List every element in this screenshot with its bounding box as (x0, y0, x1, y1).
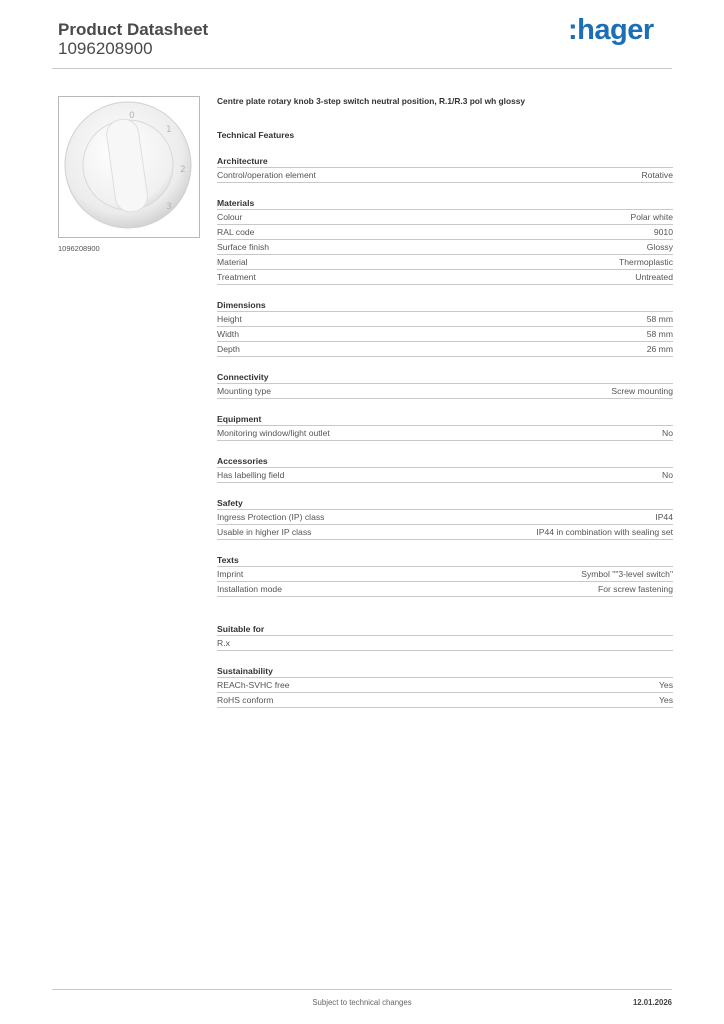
feature-label: Colour (217, 212, 243, 222)
feature-value: 9010 (653, 227, 673, 237)
section-accessories (217, 455, 673, 483)
knob-label: 0 (129, 111, 135, 121)
feature-row (217, 693, 673, 708)
section-heading: Dimensions (217, 299, 673, 312)
feature-label: RAL code (217, 227, 255, 237)
section-suitable-for (217, 623, 673, 651)
section-sustainability (217, 665, 673, 708)
feature-label: Has labelling field (217, 470, 285, 480)
section-heading: Safety (217, 497, 673, 510)
header-divider (52, 68, 672, 69)
section-equipment (217, 413, 673, 441)
section-heading: Texts (217, 554, 673, 567)
feature-row (217, 312, 673, 327)
feature-label: Control/operation element (217, 170, 316, 180)
datasheet-content (217, 95, 673, 708)
section-heading: Materials (217, 197, 673, 210)
feature-value: IP44 (655, 512, 673, 522)
section-architecture (217, 155, 673, 183)
feature-value: Glossy (646, 242, 673, 252)
feature-label: Installation mode (217, 584, 282, 594)
product-image (58, 96, 200, 238)
feature-value: Yes (658, 680, 673, 690)
feature-sections (217, 155, 673, 708)
feature-row (217, 567, 673, 582)
feature-label: Surface finish (217, 242, 270, 252)
feature-row (217, 255, 673, 270)
feature-label: Usable in higher IP class (217, 527, 312, 537)
section-materials (217, 197, 673, 285)
feature-value: 58 mm (646, 314, 673, 324)
feature-value: No (662, 428, 673, 438)
feature-row (217, 678, 673, 693)
feature-label: Height (217, 314, 242, 324)
feature-value: Polar white (630, 212, 673, 222)
section-connectivity (217, 371, 673, 399)
section-dimensions (217, 299, 673, 357)
feature-row (217, 468, 673, 483)
feature-row (217, 525, 673, 540)
feature-label: R.x (217, 638, 230, 648)
feature-value: Symbol ""3-level switch" (581, 569, 673, 579)
section-heading: Architecture (217, 155, 673, 168)
feature-row (217, 225, 673, 240)
feature-row (217, 210, 673, 225)
image-caption: 1096208900 (58, 244, 100, 253)
feature-value: Yes (658, 695, 673, 705)
feature-label: Mounting type (217, 386, 271, 396)
feature-label: Imprint (217, 569, 244, 579)
section-texts (217, 554, 673, 597)
feature-label: Monitoring window/light outlet (217, 428, 330, 438)
footer-date: 12.01.2026 (632, 998, 672, 1007)
feature-row (217, 582, 673, 597)
document-number: 1096208900 (58, 39, 153, 58)
feature-row (217, 240, 673, 255)
feature-value: For screw fastening (598, 584, 673, 594)
feature-label: Material (217, 257, 248, 267)
feature-value: 26 mm (646, 344, 673, 354)
knob-label: 3 (166, 202, 172, 212)
feature-value: 58 mm (646, 329, 673, 339)
feature-value: Untreated (635, 272, 673, 282)
rotary-knob-icon (59, 97, 199, 237)
feature-value: Thermoplastic (619, 257, 673, 267)
feature-value: No (662, 470, 673, 480)
section-heading: Sustainability (217, 665, 673, 678)
feature-row (217, 342, 673, 357)
feature-row (217, 384, 673, 399)
feature-label: Depth (217, 344, 240, 354)
section-heading: Accessories (217, 455, 673, 468)
feature-label: REACh-SVHC free (217, 680, 290, 690)
hager-logo: :hager (568, 14, 654, 46)
feature-row (217, 270, 673, 285)
feature-row (217, 168, 673, 183)
footer-divider (52, 989, 672, 990)
technical-features-heading: Technical Features (217, 130, 295, 140)
feature-label: RoHS conform (217, 695, 274, 705)
feature-label: Ingress Protection (IP) class (217, 512, 325, 522)
feature-row (217, 636, 673, 651)
feature-value: Rotative (641, 170, 673, 180)
feature-label: Width (217, 329, 239, 339)
section-heading: Equipment (217, 413, 673, 426)
section-heading: Connectivity (217, 371, 673, 384)
feature-row (217, 510, 673, 525)
footer-note: Subject to technical changes (312, 998, 412, 1007)
feature-value: Screw mounting (611, 386, 673, 396)
page-title: Product Datasheet (58, 20, 209, 39)
section-heading: Suitable for (217, 623, 673, 636)
feature-row (217, 426, 673, 441)
feature-value: IP44 in combination with sealing set (536, 527, 673, 537)
knob-label: 1 (166, 125, 172, 135)
knob-label: 2 (180, 165, 186, 175)
feature-row (217, 327, 673, 342)
feature-label: Treatment (217, 272, 256, 282)
product-title: Centre plate rotary knob 3-step switch neutral position, R.1/R.3 pol wh glossy (217, 96, 526, 106)
section-safety (217, 497, 673, 540)
